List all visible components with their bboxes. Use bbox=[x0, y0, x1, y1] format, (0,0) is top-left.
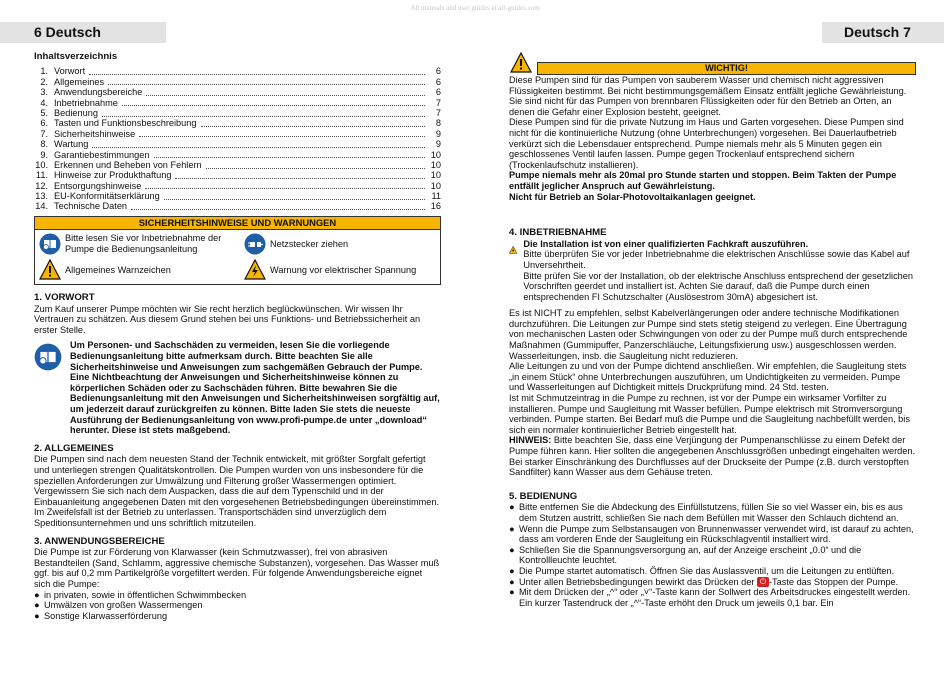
anwendung-text: Die Pumpe ist zur Förderung von Klarwasser (kein Schmutzwasser), frei von abrasiven Bestandteilen (Sand, Schlamm, aggressive chemische Substanzen), vorgesehen. Das Wasser muß ggf. bis auf 0,2 mm Partikelgröße vorgefiltert werden. Für folgende Anwendungsbereiche eignet sich die Pumpe: bbox=[34, 547, 440, 589]
wichtig-bold-2: Nicht für Betrieb an Solar-Photovoltaikanlagen geeignet. bbox=[509, 191, 756, 202]
toc-leader-dots bbox=[206, 168, 425, 169]
toc-item bbox=[34, 67, 441, 77]
toc-item-title: Bedienung bbox=[54, 107, 98, 118]
toc-item-number: 13. bbox=[35, 191, 48, 202]
warning-icon bbox=[509, 52, 533, 74]
page-header-left: 6 Deutsch bbox=[0, 22, 166, 43]
toc-item bbox=[34, 129, 441, 139]
toc-leader-dots bbox=[92, 147, 425, 148]
toc-item-page: 9 bbox=[435, 128, 441, 139]
toc-item-page: 6 bbox=[435, 66, 441, 77]
safety-item-warning bbox=[39, 259, 244, 281]
voltage-icon bbox=[244, 259, 266, 281]
toc-leader-dots bbox=[146, 95, 425, 96]
toc-item bbox=[34, 139, 441, 149]
vorwort-info-block bbox=[34, 340, 441, 435]
toc-item bbox=[34, 119, 441, 129]
toc-item bbox=[34, 160, 441, 170]
toc-item-title: Technische Daten bbox=[54, 201, 128, 212]
wichtig-text-2: Diese Pumpen sind für die private Nutzung im Haus und Garten vorgesehen. Diese Pumpen sind nicht für die kontinuierliche Nutzung (ohne Unterbrechungen) vorgesehen. Bei Dauerlaufbetrieb verkürzt sich die Lebensdauer entsprechend. Pumpe niemals mehr als 5 Minuten gegen ein geschlossenes Ventil laufen lassen. Pumpe gegen Trockenlauf entsprechend sichern (Trockenlaufschutz installieren). bbox=[509, 117, 904, 170]
inbetrieb-text-2: Alle Leitungen zu und von der Pumpe dichtend anschließen. Wir empfehlen, die Saugleitung stets „in einem Stück“ ohne Unterbrechungen auszuführen, um Undichtigkeiten zu vermeiden. Pumpe und Wasserleitungen auf Dichtigkeit mittels Druckprüfung mind. 24 Std. testen. bbox=[509, 361, 907, 393]
safety-item-warning-text: Allgemeines Warnzeichen bbox=[65, 264, 171, 275]
toc-item bbox=[34, 202, 441, 212]
toc-item-number: 11. bbox=[35, 170, 48, 181]
toc-item bbox=[34, 108, 441, 118]
right-column bbox=[509, 52, 916, 608]
safety-item-unplug-text: Netzstecker ziehen bbox=[270, 238, 349, 249]
toc-item-page: 10 bbox=[430, 159, 441, 170]
toc-item-title: Sicherheitshinweise bbox=[54, 128, 136, 139]
toc-item-title: Erkennen und Beheben von Fehlern bbox=[54, 159, 202, 170]
toc-item-page: 10 bbox=[430, 180, 441, 191]
toc-item-page: 7 bbox=[435, 107, 441, 118]
toc-item-title: Vorwort bbox=[54, 66, 86, 77]
voltage-icon bbox=[509, 240, 517, 260]
toc-item bbox=[34, 191, 441, 201]
safety-item-unplug bbox=[244, 233, 439, 255]
safety-box-title: SICHERHEITSHINWEISE UND WARNUNGEN bbox=[35, 217, 440, 230]
toc-item-number: 4. bbox=[40, 97, 48, 108]
toc-item bbox=[34, 77, 441, 87]
section-heading-anwendung: 3. ANWENDUNGSBEREICHE bbox=[34, 535, 165, 547]
toc-item-number: 10. bbox=[35, 159, 48, 170]
toc-item-page: 10 bbox=[430, 170, 441, 181]
watermark: All manuals and user guides at all-guides.com bbox=[410, 4, 540, 12]
toc-item bbox=[34, 150, 441, 160]
toc-item-title: Entsorgungshinweise bbox=[54, 180, 142, 191]
wichtig-banner bbox=[509, 52, 916, 75]
toc-item-number: 3. bbox=[40, 87, 48, 98]
toc-item-number: 1. bbox=[40, 66, 48, 77]
section-heading-inbetriebnahme: 4. INBETRIEBNAHME bbox=[509, 227, 607, 239]
inbetrieb-warn-bold: Die Installation ist von einer qualifizierten Fachkraft auszuführen. bbox=[523, 238, 809, 249]
toc-leader-dots bbox=[164, 199, 425, 200]
toc-item-page: 7 bbox=[435, 97, 441, 108]
warning-icon bbox=[39, 259, 61, 281]
unplug-icon bbox=[244, 233, 266, 255]
list-item: ● Bitte entfernen Sie die Abdeckung des Einfüllstutzens, füllen Sie so viel Wasser ein, bis es aus dem Stutzen austritt, schließen Sie nach dem Befüllen mit Wasser den Schlauch dichtend an. bbox=[509, 502, 903, 523]
toc-item bbox=[34, 171, 441, 181]
inbetrieb-text-3: Ist mit Schmutzeintrag in die Pumpe zu rechnen, ist vor der Pumpe ein wirksamer Vorfilter zu installieren. Pumpe und Saugleitung mit Wasser befüllen. Pumpe elektrisch mit Stromversorgung verbinden. Pumpe starten. Bei Bedarf muß die Pumpe und die Saugleitung nachbefüllt werden, bis sich ein normaler kontinuierlicher Betrieb eingestellt hat. bbox=[509, 393, 910, 435]
list-item: ● in privaten, sowie in öffentlichen Schwimmbecken bbox=[34, 589, 247, 600]
power-icon: ⏻ bbox=[757, 577, 769, 587]
toc-leader-dots bbox=[145, 188, 425, 189]
safety-item-manual-text: Bitte lesen Sie vor Inbetriebnahme der Pumpe die Bedienungsanleitung bbox=[65, 233, 222, 255]
list-item: ● Umwälzen von großen Wassermengen bbox=[34, 600, 203, 611]
list-item: ● Mit dem Drücken der „^“ oder „˅“-Taste kann der Sollwert des Arbeitsdruckes eingestellt werden. Ein kurzer Tastendruck der „^“-Taste erhöht den Druck um jeweils 0,1 bar. Ein bbox=[509, 587, 911, 608]
toc-leader-dots bbox=[89, 74, 425, 75]
safety-item-voltage bbox=[244, 259, 439, 281]
inbetrieb-warning bbox=[509, 239, 916, 303]
toc-item-page: 11 bbox=[431, 191, 441, 202]
section-heading-bedienung: 5. BEDIENUNG bbox=[509, 490, 578, 502]
vorwort-info-text: Um Personen- und Sachschäden zu vermeiden, lesen Sie die vorliegende Bedienungsanleitung bitte aufmerksam durch. Bitte beachten Sie alle Sicherheitshinweise und Anweisungen zum sachgemäßen Gebrauch der Pumpe. Eine Nichtbeachtung der Anweisungen und Sicherheitshinweise können zu körperlichen Schäden oder zu Sachschäden führen. Bitte bewahren Sie die Bedienungsanleitung mit den Anweisungen und Sicherheitshinweisen sorgfältig auf, um jederzeit darauf zurückgreifen zu können. Bitte laden Sie stets die neueste Ausführung der Bedienungsanleitung von www.profi-pumpe.de unter „download“ herunter. Diese ist stets maßgebend. bbox=[70, 340, 440, 436]
list-item: ● Sonstige Klarwasserförderung bbox=[34, 610, 168, 621]
allgemeines-text: Die Pumpen sind nach dem neuesten Stand der Technik entwickelt, mit größter Sorgfalt gefertigt und unterliegen strengen Qualitätskontrollen. Die Pumpen wurden von uns insbesondere für die speziellen Anforderungen zur Umwälzung und Filterung großer Wassermengen optimiert. Vergewissern Sie sich nach dem Auspacken, dass die auf dem Typenschild und in der Einbauanleitung angegebenen Daten mit den vorgesehenen Betriebsbedingungen übereinstimmen. Im Zweifelsfall ist der Betrieb zu unterlassen. Transportschäden sind unverzüglich dem Speditionsunternehmen und uns schriftlich mitzuteilen. bbox=[34, 454, 440, 528]
toc-title: Inhaltsverzeichnis bbox=[34, 51, 118, 62]
toc-leader-dots bbox=[131, 209, 425, 210]
inbetrieb-warn-text-1: Bitte überprüfen Sie vor jeder Inbetriebnahme die elektrischen Anschlüsse sowie das Kabel auf Unversehrtheit. bbox=[523, 249, 910, 270]
toc-item-page: 10 bbox=[430, 149, 441, 160]
toc-item-page: 6 bbox=[435, 87, 441, 98]
toc-item-page: 8 bbox=[435, 118, 441, 129]
toc-item-number: 9. bbox=[40, 149, 48, 160]
toc-item-number: 7. bbox=[40, 128, 48, 139]
safety-item-voltage-text: Warnung vor elektrischer Spannung bbox=[270, 264, 417, 275]
toc-item-number: 5. bbox=[40, 107, 48, 118]
section-heading-vorwort: 1. VORWORT bbox=[34, 292, 95, 304]
page-header-right: Deutsch 7 bbox=[822, 22, 944, 43]
toc-item-title: Inbetriebnahme bbox=[54, 97, 118, 108]
inbetrieb-hinweis: HINWEIS: Bitte beachten Sie, dass eine Verjüngung der Pumpenanschlüsse zu einem Defekt der Pumpe führen kann. Hier sollten die angegebenen Anschlussgrößen unbedingt eingehalten werden. Bei starker Einschränkung des Durchflusses auf der Druckseite der Pumpe (z.B. durch verstopften Sandfilter) kann Wasser aus dem Gehäuse treten. bbox=[509, 435, 916, 478]
manual-icon bbox=[39, 233, 61, 255]
safety-item-manual bbox=[39, 233, 244, 255]
toc-item-page: 16 bbox=[430, 201, 441, 212]
vorwort-text: Zum Kauf unserer Pumpe möchten wir Sie recht herzlich beglückwünschen. Wir wissen Ihr Vertrauen zu schätzen. Aus diesem Grund stehen bei uns Funktions- und Betriebssicherheit an erster Stelle. bbox=[34, 303, 421, 335]
toc-item-title: EU-Konformitätserklärung bbox=[54, 191, 160, 202]
list-item: ● Die Pumpe startet automatisch. Öffnen Sie das Auslassventil, um die Leitungen zu entlüften. bbox=[509, 565, 895, 576]
toc-item-title: Wartung bbox=[54, 139, 89, 150]
toc-item bbox=[34, 87, 441, 97]
toc-item-title: Garantiebestimmungen bbox=[54, 149, 150, 160]
manual-icon bbox=[34, 343, 62, 371]
toc-item-title: Allgemeines bbox=[54, 76, 105, 87]
toc-item-title: Tasten und Funktionsbeschreibung bbox=[54, 118, 197, 129]
wichtig-label: WICHTIG! bbox=[537, 62, 916, 75]
inbetrieb-warn-text-2: Bitte prüfen Sie vor der Installation, ob der elektrische Anschluss entsprechend der gesetzlichen Vorschriften geerdet und installiert ist. Achten Sie darauf, daß die Pumpe durch einen entsprechenden FI Schutzschalter (Auslösestrom 30mA) abgesichert ist. bbox=[523, 270, 914, 302]
toc-leader-dots bbox=[108, 84, 425, 85]
toc-item-title: Anwendungsbereiche bbox=[54, 87, 143, 98]
list-item: ● Wenn die Pumpe zum Selbstansaugen von Brunnenwasser verwendet wird, ist darauf zu achten, dass am vorderen Ende der Saugleitung ein Rückschlagventil installiert wird. bbox=[509, 523, 914, 545]
toc-leader-dots bbox=[122, 105, 425, 106]
toc-leader-dots bbox=[154, 157, 426, 158]
wichtig-bold-1: Pumpe niemals mehr als 20mal pro Stunde starten und stoppen. Beim Takten der Pumpe entfällt jeglicher Anspruch auf Gewährleistung. bbox=[509, 170, 897, 191]
toc-item-number: 2. bbox=[40, 76, 48, 87]
toc-item-number: 6. bbox=[40, 118, 48, 129]
toc-leader-dots bbox=[175, 178, 425, 179]
toc-item-number: 8. bbox=[40, 139, 48, 150]
safety-box bbox=[34, 216, 441, 285]
toc-item-number: 12. bbox=[35, 180, 48, 191]
section-heading-allgemeines: 2. ALLGEMEINES bbox=[34, 442, 114, 454]
toc-leader-dots bbox=[201, 126, 426, 127]
toc-leader-dots bbox=[139, 136, 425, 137]
list-item: ● Unter allen Betriebsbedingungen bewirkt das Drücken der ⏻ -Taste das Stoppen der Pumpe. bbox=[509, 576, 899, 587]
toc-item-page: 6 bbox=[435, 76, 441, 87]
left-column bbox=[34, 52, 441, 621]
toc-item-page: 9 bbox=[435, 139, 441, 150]
table-of-contents bbox=[34, 67, 441, 212]
toc-item bbox=[34, 181, 441, 191]
inbetrieb-text-1: Es ist NICHT zu empfehlen, selbst Kabelverlängerungen oder andere technische Modifikationen durchzuführen. Die Leitungen zur Pumpe sind stets stetig steigend zu verlegen. Eine Übertragung von mechanischen Lasten oder Schwingungen von oder zu der Pumpe muß durch entsprechende Maßnahmen (Gummipuffer, Panzerschläuche, Leitungsfixierung usw.) ausgeschlossen werden. Wasserleitungen, insb. die Saugleitung nicht reduzieren. bbox=[509, 308, 908, 361]
toc-leader-dots bbox=[102, 116, 425, 117]
list-item: ● Schließen Sie die Spannungsversorgung an, auf der Anzeige erscheint „0.0“ und die Kontrollleuchte leuchtet. bbox=[509, 544, 862, 566]
wichtig-text-1: Diese Pumpen sind für das Pumpen von sauberem Wasser und chemisch nicht aggressiven Flüssigkeiten bestimmt. Bei nicht bestimmungsgemäßem Einsatz entfällt jegliche Gewährleistung. Sie sind nicht für das Pumpen von brennbaren Flüssigkeiten oder für den Betrieb an Orten, an denen die Gefahr einer Explosion besteht, geeignet. bbox=[509, 75, 907, 117]
toc-item bbox=[34, 98, 441, 108]
toc-item-title: Hinweise zur Produkthaftung bbox=[54, 170, 172, 181]
toc-item-number: 14. bbox=[35, 201, 48, 212]
